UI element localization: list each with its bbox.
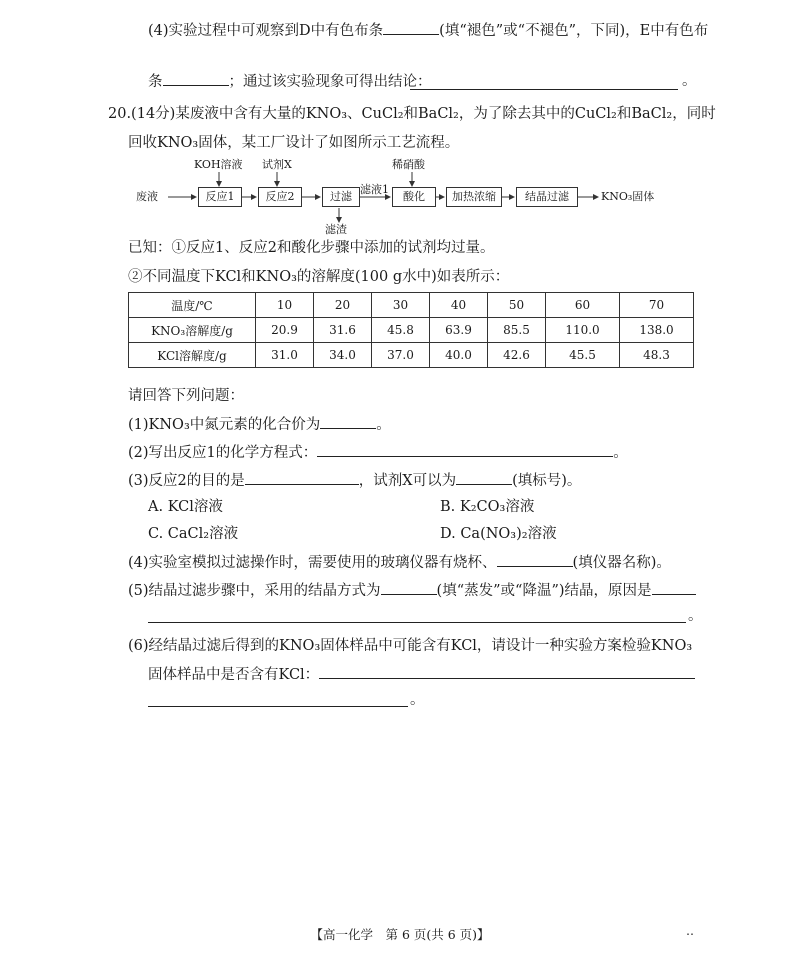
solubility-table — [128, 292, 694, 368]
table-cell: 63.9 — [430, 318, 488, 343]
table-cell: 70 — [619, 293, 693, 318]
table-cell: 31.6 — [314, 318, 372, 343]
table-cell: KCl溶解度/g — [129, 343, 256, 368]
table-cell: 40 — [430, 293, 488, 318]
q20-intro-line1: 20.(14分)某废液中含有大量的KNO₃、CuCl₂和BaCl₂，为了除去其中的CuCl₂和BaCl₂，同时 — [108, 106, 716, 122]
page-footer: 【高一化学 第 6 页(共 6 页)】 — [310, 927, 490, 942]
q4-prev-line2: 条 ；通过该实验现象可得出结论： — [148, 71, 432, 92]
flow-box-reaction1: 反应1 — [198, 187, 242, 207]
flow-end-label: KNO₃固体 — [601, 190, 655, 203]
table-cell: 37.0 — [372, 343, 430, 368]
table-cell: 10 — [256, 293, 314, 318]
corner-mark: ‥ — [686, 924, 695, 938]
table-row-kcl — [129, 343, 694, 368]
table-cell: 50 — [488, 293, 546, 318]
table-cell: 34.0 — [314, 343, 372, 368]
option-c[interactable]: C. CaCl₂溶液 — [148, 526, 239, 542]
answer-blank[interactable] — [497, 552, 573, 567]
answer-line[interactable] — [148, 706, 408, 707]
flow-box-concentrate: 加热浓缩 — [446, 187, 502, 207]
flow-start-label: 废液 — [136, 190, 158, 203]
table-cell: 42.6 — [488, 343, 546, 368]
table-cell: 85.5 — [488, 318, 546, 343]
table-cell: KNO₃溶解度/g — [129, 318, 256, 343]
flow-input-reagent-x: 试剂X — [262, 158, 292, 171]
flow-filtrate-label: 滤液1 — [360, 183, 389, 196]
q20-sub4: (4)实验室模拟过滤操作时，需要使用的玻璃仪器有烧杯、 (填仪器名称)。 — [128, 552, 671, 573]
known-condition-2: ②不同温度下KCl和KNO₃的溶解度(100 g水中)如表所示： — [128, 269, 510, 285]
answer-line[interactable] — [148, 622, 686, 623]
table-cell: 40.0 — [430, 343, 488, 368]
table-header-row — [129, 293, 694, 318]
period: 。 — [410, 692, 425, 708]
period: 。 — [688, 608, 703, 624]
answer-blank[interactable] — [320, 414, 376, 429]
table-cell: 110.0 — [546, 318, 620, 343]
known-condition-1: 已知：①反应1、反应2和酸化步骤中添加的试剂均过量。 — [128, 240, 495, 256]
q20-sub2: (2)写出反应1的化学方程式： 。 — [128, 442, 628, 463]
table-cell: 20 — [314, 293, 372, 318]
q20-sub1: (1)KNO₃中氮元素的化合价为 。 — [128, 414, 391, 435]
table-cell: 30 — [372, 293, 430, 318]
q20-intro-line2: 回收KNO₃固体，某工厂设计了如图所示工艺流程。 — [128, 135, 460, 151]
flow-input-koh: KOH溶液 — [194, 158, 243, 171]
answer-blank[interactable] — [383, 20, 439, 35]
q20-sub5: (5)结晶过滤步骤中，采用的结晶方式为 (填“蒸发”或“降温”)结晶，原因是 — [128, 580, 696, 601]
table-cell: 31.0 — [256, 343, 314, 368]
q20-sub6-line1: (6)经结晶过滤后得到的KNO₃固体样品中可能含有KCl，请设计一种实验方案检验KNO₃ — [128, 638, 693, 654]
option-d[interactable]: D. Ca(NO₃)₂溶液 — [440, 526, 557, 542]
answer-prompt: 请回答下列问题： — [128, 388, 244, 404]
table-row-kno3 — [129, 318, 694, 343]
flow-input-nitric-acid: 稀硝酸 — [392, 158, 425, 171]
answer-blank[interactable] — [381, 580, 437, 595]
flow-residue-label: 滤渣 — [325, 223, 347, 236]
flow-box-crystallize: 结晶过滤 — [516, 187, 578, 207]
flow-box-filter: 过滤 — [322, 187, 360, 207]
answer-blank[interactable] — [163, 71, 229, 86]
answer-blank[interactable] — [317, 442, 613, 457]
option-a[interactable]: A. KCl溶液 — [148, 499, 223, 515]
q20-sub6-line2: 固体样品中是否含有KCl： — [148, 664, 695, 685]
q4-prev-line1: (4)实验过程中可观察到D中有色布条 (填“褪色”或“不褪色”，下同)，E中有色布 — [148, 20, 708, 41]
table-cell: 20.9 — [256, 318, 314, 343]
answer-line[interactable] — [410, 89, 678, 90]
answer-blank[interactable] — [652, 580, 696, 595]
flow-box-reaction2: 反应2 — [258, 187, 302, 207]
answer-blank[interactable] — [245, 470, 359, 485]
table-cell: 60 — [546, 293, 620, 318]
answer-blank[interactable] — [319, 664, 695, 679]
table-cell: 温度/℃ — [129, 293, 256, 318]
answer-blank[interactable] — [456, 470, 512, 485]
table-cell: 138.0 — [619, 318, 693, 343]
period: 。 — [682, 73, 697, 89]
table-cell: 48.3 — [619, 343, 693, 368]
table-cell: 45.5 — [546, 343, 620, 368]
table-cell: 45.8 — [372, 318, 430, 343]
q20-sub3: (3)反应2的目的是 ，试剂X可以为 (填标号)。 — [128, 470, 581, 491]
flow-box-acidify: 酸化 — [392, 187, 436, 207]
option-b[interactable]: B. K₂CO₃溶液 — [440, 499, 535, 515]
